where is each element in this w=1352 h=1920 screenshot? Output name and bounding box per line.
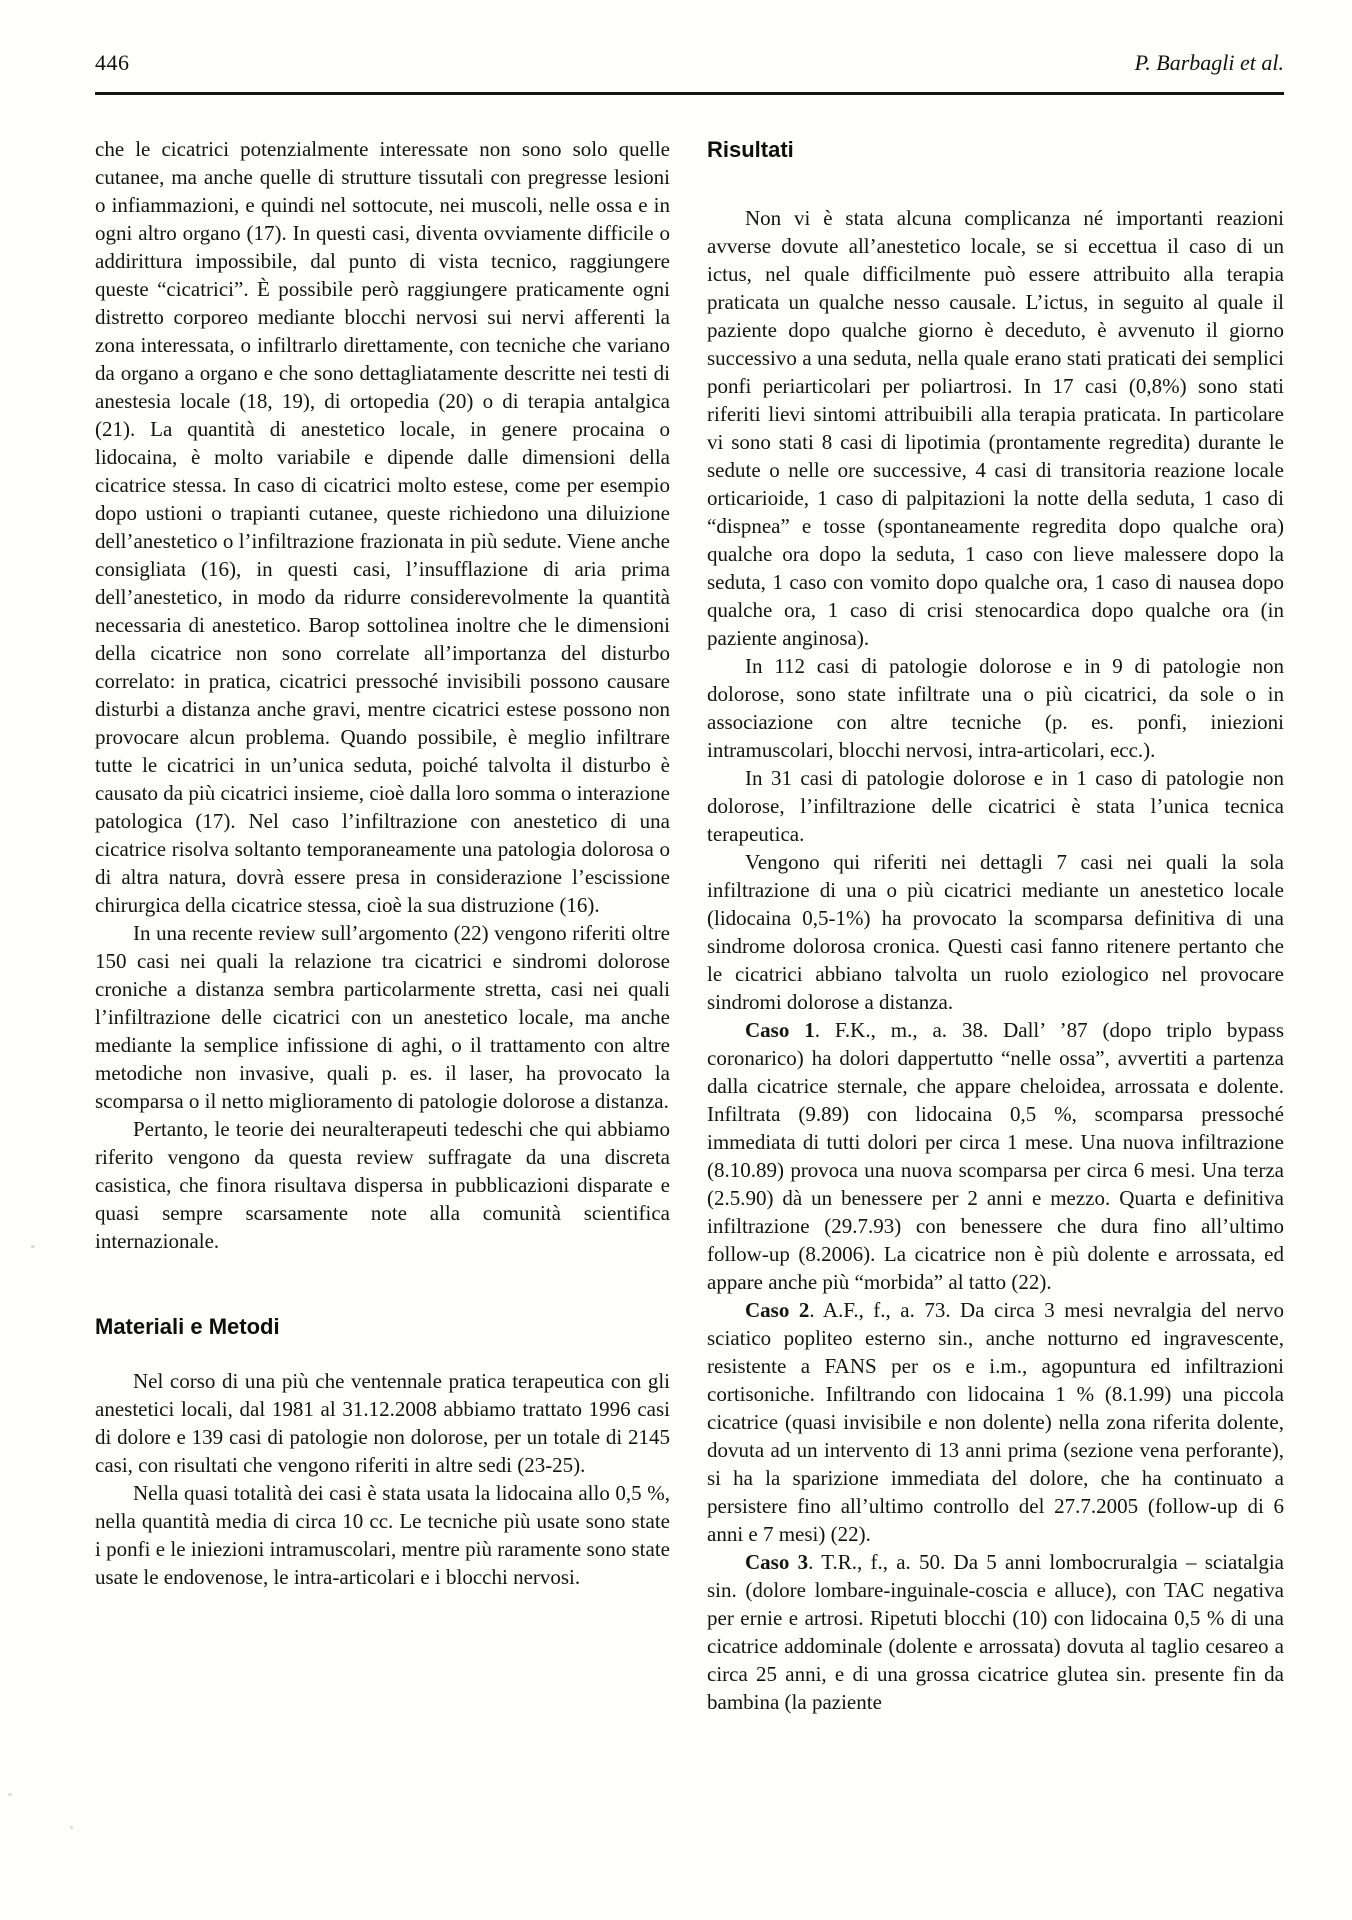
paragraph: In una recente review sull’argomento (22) vengono riferiti oltre 150 casi nei quali la relazione tra cicatrici e sindromi dolorose croniche a distanza sembra particolarmente stretta, casi nei quali l’infiltrazione delle cicatrici con un anestetico locale, ma anche mediante la semplice infissione di aghi, o il trattamento con altre metodiche non invasive, quali p. es. il laser, ha provocato la scomparsa o il netto miglioramento di patologie dolorose a distanza. <box>95 921 670 1113</box>
case-1-text: . F.K., m., a. 38. Dall’ ’87 (dopo triplo bypass coronarico) ha dolori dappertutto “nelle ossa”, avvertiti a partenza dalla cicatrice sternale, che appare cheloidea, arrossata e dolente. Infiltrata (9.89) con lidocaina 0,5 %, scomparsa pressoché immediata di tutti dolori per circa 1 mese. Una nuova infiltrazione (8.10.89) provoca una nuova scomparsa per circa 6 mesi. Una terza (2.5.90) dà un benessere per 2 anni e mezzo. Quarta e definitiva infiltrazione (29.7.93) con benessere che dura fino all’ultimo follow-up (8.2006). La cicatrice non è più dolente e arrossata, ed appare anche più “morbida” al tatto (22). <box>707 1018 1284 1294</box>
scan-artifact <box>31 1245 35 1248</box>
case-paragraph <box>707 1296 1284 1548</box>
paragraph: Nel corso di una più che ventennale pratica terapeutica con gli anestetici locali, dal 1981 al 31.12.2008 abbiamo trattato 1996 casi di dolore e 139 casi di patologie non dolorose, per un totale di 2145 casi, con risultati che vengono riferiti in altre sedi (23-25). <box>95 1369 670 1477</box>
paragraph: Pertanto, le teorie dei neuralterapeuti tedeschi che qui abbiamo riferito vengono da questa review suffragate da una discreta casistica, che finora risultava dispersa in pubblicazioni disparate e quasi sempre scarsamente note alla comunità scientifica internazionale. <box>95 1117 670 1253</box>
page-number: 446 <box>95 50 130 75</box>
paragraph: In 31 casi di patologie dolorose e in 1 caso di patologie non dolorose, l’infiltrazione delle cicatrici è stata l’unica tecnica terapeutica. <box>707 766 1284 846</box>
paragraph: In 112 casi di patologie dolorose e in 9 di patologie non dolorose, sono state infiltrate una o più cicatrici, da sole o in associazione con altre tecniche (p. es. ponfi, iniezioni intramuscolari, blocchi nervosi, intra-articolari, ecc.). <box>707 654 1284 762</box>
running-header <box>95 50 1284 76</box>
paragraph: Vengono qui riferiti nei dettagli 7 casi nei quali la sola infiltrazione di una o più cicatrici mediante un anestetico locale (lidocaina 0,5-1%) ha provocato la scomparsa definitiva di una sindrome dolorosa cronica. Questi casi fanno ritenere pertanto che le cicatrici abbiano talvolta un ruolo eziologico nel provocare sindromi dolorose a distanza. <box>707 850 1284 1014</box>
case-1-lead: Caso 1 <box>745 1018 815 1042</box>
paragraph: Non vi è stata alcuna complicanza né importanti reazioni avverse dovute all’anestetico locale, se si eccettua il caso di un ictus, nel quale difficilmente può essere attribuito alla terapia praticata un qualche nesso causale. L’ictus, in seguito al quale il paziente dopo qualche giorno è deceduto, è avvenuto il giorno successivo a una seduta, nella quale erano stati praticati dei semplici ponfi periarticolari per poliartrosi. In 17 casi (0,8%) sono stati riferiti lievi sintomi attribuibili alla terapia praticata. In particolare vi sono stati 8 casi di lipotimia (prontamente regredita) durante le sedute o nelle ore successive, 4 casi di transitoria reazione locale orticarioide, 1 caso di palpitazioni la notte della seduta, 1 caso di “dispnea” e tosse (spontaneamente regredita dopo qualche ora) qualche ora dopo la seduta, 1 caso con lieve malessere dopo la seduta, 1 caso con vomito dopo qualche ora, 1 caso di nausea dopo qualche ora, 1 caso di crisi stenocardica dopo qualche ora (in paziente anginosa). <box>707 206 1284 650</box>
header-rule <box>95 92 1284 95</box>
case-3-text: . T.R., f., a. 50. Da 5 anni lombocruralgia – sciatalgia sin. (dolore lombare-inguinale-coscia e alluce), con TAC negativa per ernie e artrosi. Ripetuti blocchi (10) con lidocaina 0,5 % di una cicatrice addominale (dolente e arrossata) dovuta al taglio cesareo a circa 25 anni, e di una grossa cicatrice glutea sin. presente fin da bambina (la paziente <box>707 1550 1284 1714</box>
case-2-text: . A.F., f., a. 73. Da circa 3 mesi nevralgia del nervo sciatico popliteo esterno sin., anche notturno ed ingravescente, resistente a FANS per os e i.m., agopuntura ed infiltrazioni cortisoniche. Infiltrando con lidocaina 1 % (8.1.99) una piccola cicatrice (quasi invisibile e non dolente) nella zona riferita dolente, dovuta ad un intervento di 13 anni prima (sezione vena perforante), si ha la sparizione immediata del dolore, che ha continuato a persistere fino all’ultimo controllo del 27.7.2005 (follow-up di 6 anni e 7 mesi) (22). <box>707 1298 1284 1546</box>
right-column <box>707 135 1284 1716</box>
scan-artifact <box>70 1826 73 1829</box>
section-heading-materiali-e-metodi: Materiali e Metodi <box>95 1314 280 1339</box>
case-paragraph <box>707 1016 1284 1296</box>
case-2-lead: Caso 2 <box>745 1298 810 1322</box>
case-paragraph <box>707 1548 1284 1716</box>
paragraph-continuation: che le cicatrici potenzialmente interessate non sono solo quelle cutanee, ma anche quelle di strutture tissutali con pregresse lesioni o infiammazioni, e quindi nel sottocute, nei muscoli, nelle ossa e in ogni altro organo (17). In questi casi, diventa ovviamente difficile o addirittura impossibile, dal punto di vista tecnico, raggiungere queste “cicatrici”. È possibile però raggiungere praticamente ogni distretto corporeo mediante blocchi nervosi sui nervi afferenti la zona interessata, o infiltrarlo direttamente, con tecniche che variano da organo a organo e che sono dettagliatamente descritte nei testi di anestesia locale (18, 19), di ortopedia (20) o di terapia antalgica (21). La quantità di anestetico locale, in genere procaina o lidocaina, è molto variabile e dipende dalle dimensioni della cicatrice stessa. In caso di cicatrici molto estese, come per esempio dopo ustioni o trapianti cutanee, queste richiedono una diluizione dell’anestetico o l’infiltrazione frazionata in più sedute. Viene anche consigliata (16), in questi casi, l’insufflazione di aria prima dell’anestetico, in modo da ridurre considerevolmente la quantità necessaria di anestetico. Barop sottolinea inoltre che le dimensioni della cicatrice non sono correlate all’importanza del disturbo correlato: in pratica, cicatrici pressoché invisibili possono causare disturbi a distanza anche gravi, mentre cicatrici estese possono non provocare alcun problema. Quando possibile, è meglio infiltrare tutte le cicatrici in un’unica seduta, poiché talvolta il disturbo è causato da più cicatrici insieme, cioè dalla loro somma o interazione patologica (17). Nel caso l’infiltrazione con anestetico di una cicatrice risolva soltanto temporaneamente una patologia dolorosa o di altra natura, dovrà essere presa in considerazione l’escissione chirurgica della cicatrice stessa, cioè la sua distruzione (16). <box>95 137 670 917</box>
scan-artifact <box>8 1793 12 1796</box>
two-column-layout <box>95 135 1284 1716</box>
running-head-authors: P. Barbagli et al. <box>1134 50 1284 75</box>
paragraph: Nella quasi totalità dei casi è stata usata la lidocaina allo 0,5 %, nella quantità media di circa 10 cc. Le tecniche più usate sono state i ponfi e le iniezioni intramuscolari, mentre più raramente sono state usate le endovenose, le intra-articolari e i blocchi nervosi. <box>95 1481 670 1589</box>
left-column <box>95 135 670 1716</box>
section-heading-risultati: Risultati <box>707 137 794 162</box>
case-3-lead: Caso 3 <box>745 1550 809 1574</box>
